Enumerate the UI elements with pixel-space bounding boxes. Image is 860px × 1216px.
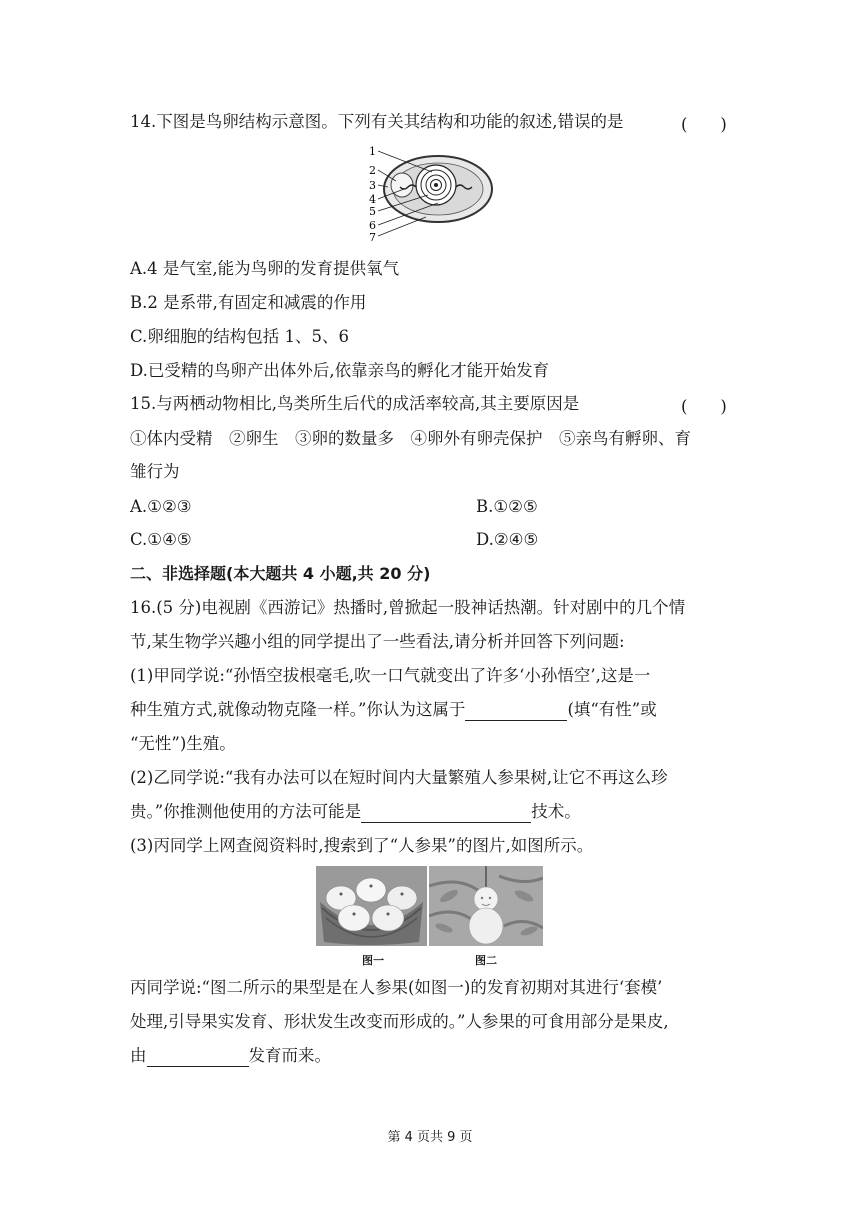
egg-label-5: 5 (369, 205, 376, 218)
q16-p2-text-b: 技术。 (531, 802, 581, 821)
answer-blank-1[interactable] (465, 703, 567, 721)
egg-label-1: 1 (369, 145, 376, 158)
q15-items-line1: ①体内受精 ②卵生 ③卵的数量多 ④卵外有卵壳保护 ⑤亲鸟有孵卵、育 (130, 429, 691, 448)
q16-p3-line2: 丙同学说:“图二所示的果型是在人参果(如图一)的发育初期对其进行‘套模’ (130, 978, 663, 997)
answer-blank-3[interactable] (147, 1049, 249, 1067)
q14-option-c: C.卵细胞的结构包括 1、5、6 (130, 327, 350, 346)
q16-p3-line3: 处理,引导果实发育、形状发生改变而形成的。”人参果的可食用部分是果皮, (130, 1012, 669, 1031)
q16-p3-text-a: 由 (130, 1046, 147, 1065)
q16-p3-text-b: 发育而来。 (248, 1046, 331, 1065)
egg-label-7: 7 (369, 231, 376, 243)
q14-option-d: D.已受精的鸟卵产出体外后,依靠亲鸟的孵化才能开始发育 (130, 361, 550, 380)
q16-p1-line3: “无性”)生殖。 (130, 734, 236, 753)
q16-p1-line1: (1)甲同学说:“孙悟空拔根毫毛,吹一口气就变出了许多‘小孙悟空’,这是一 (130, 666, 651, 685)
q15-items-line2: 雏行为 (130, 462, 180, 481)
page-number: 第 4 页共 9 页 (387, 1130, 473, 1145)
q15-option-b: B.①②⑤ (476, 497, 538, 516)
q16-p1-line2 (130, 699, 657, 721)
egg-label-6: 6 (369, 219, 376, 232)
q15-option-a: A.①②③ (130, 497, 192, 516)
q15-stem: 15.与两栖动物相比,鸟类所生后代的成活率较高,其主要原因是 (130, 394, 580, 413)
bird-egg-diagram (366, 145, 496, 243)
q16-p3-line1: (3)丙同学上网查阅资料时,搜索到了“人参果”的图片,如图所示。 (130, 836, 594, 855)
q14-answer-paren: ( ) (681, 115, 727, 134)
q16-p3-line4 (130, 1045, 331, 1067)
answer-blank-2[interactable] (361, 805, 531, 823)
q16-p1-text-b: (填“有性”或 (567, 700, 657, 719)
section-heading: 二、非选择题(本大题共 4 小题,共 20 分) (130, 564, 431, 583)
ginseng-fruit-basket-photo (316, 866, 427, 946)
q16-p2-text-a: 贵。”你推测他使用的方法可能是 (130, 802, 362, 821)
egg-label-4: 4 (369, 193, 376, 206)
q16-p2-line1: (2)乙同学说:“我有办法可以在短时间内大量繁殖人参果树,让它不再这么珍 (130, 768, 668, 787)
egg-label-2: 2 (369, 164, 376, 177)
egg-label-3: 3 (369, 179, 376, 192)
q14-stem: 14.下图是鸟卵结构示意图。下列有关其结构和功能的叙述,错误的是 (130, 112, 624, 131)
q14-option-b: B.2 是系带,有固定和减震的作用 (130, 293, 367, 312)
q15-option-d: D.②④⑤ (476, 530, 539, 549)
figure-caption-2: 图二 (475, 954, 497, 967)
q16-p2-line2 (130, 801, 581, 823)
q15-option-c: C.①④⑤ (130, 530, 192, 549)
figure-caption-1: 图一 (362, 954, 384, 967)
q15-answer-paren: ( ) (681, 397, 727, 416)
shaped-ginseng-fruit-photo (429, 866, 543, 946)
q16-p1-text-a: 种生殖方式,就像动物克隆一样。”你认为这属于 (130, 700, 466, 719)
q16-line2: 节,某生物学兴趣小组的同学提出了一些看法,请分析并回答下列问题: (130, 632, 625, 651)
q16-line1: 16.(5 分)电视剧《西游记》热播时,曾掀起一股神话热潮。针对剧中的几个情 (130, 598, 686, 617)
q14-option-a: A.4 是气室,能为鸟卵的发育提供氧气 (130, 259, 400, 278)
